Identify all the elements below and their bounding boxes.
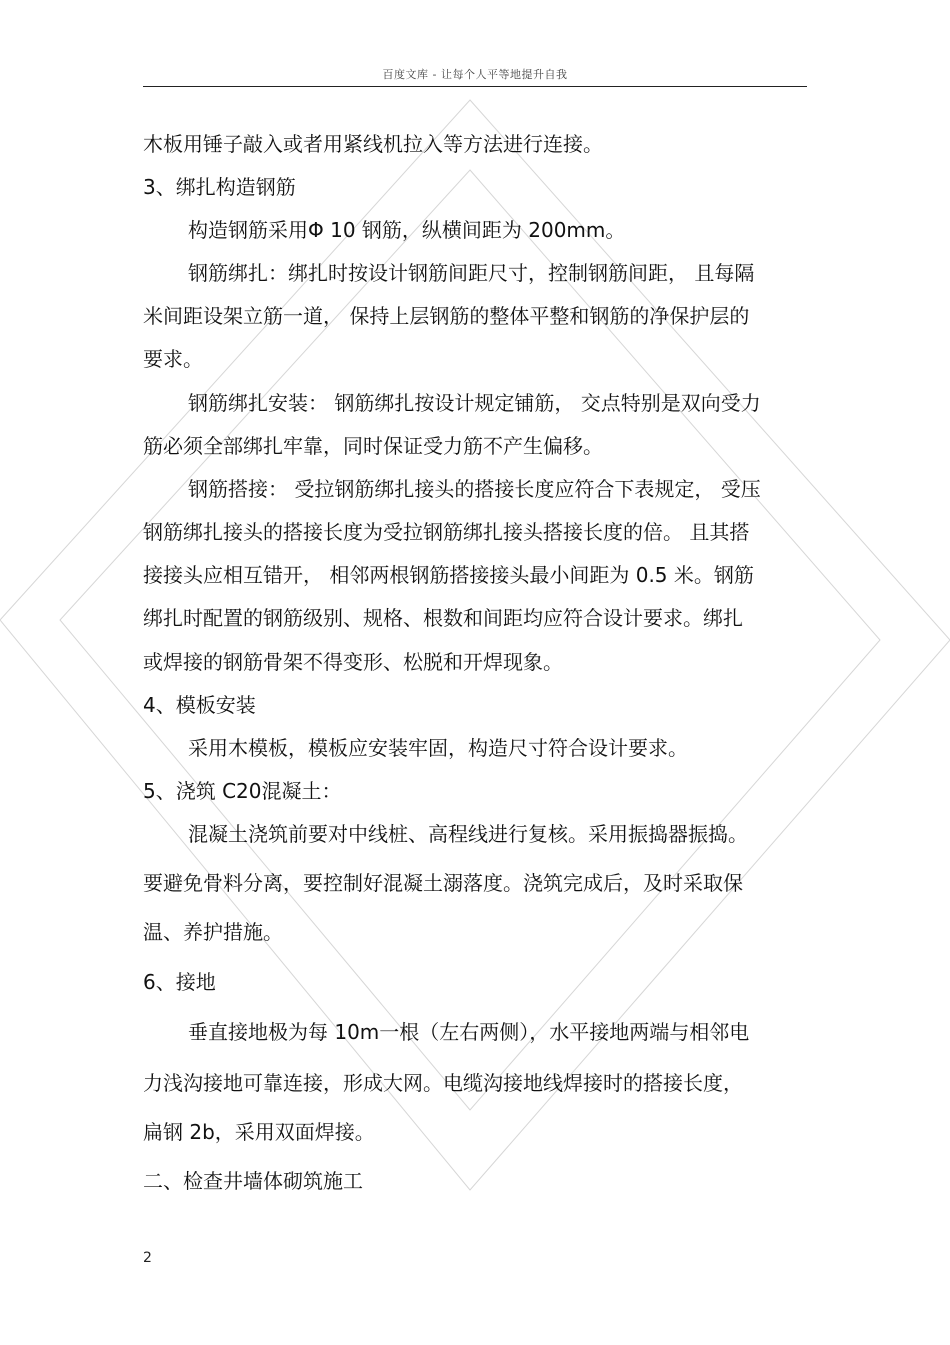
body-line: 钢筋搭接： 受拉钢筋绑扎接头的搭接长度应符合下表规定， 受压	[188, 477, 761, 501]
body-line: 构造钢筋采用Φ 10 钢筋，纵横间距为 200mm。	[188, 218, 626, 242]
body-line: 要求。	[143, 347, 203, 371]
body-line: 温、养护措施。	[143, 920, 283, 944]
header-divider	[143, 86, 807, 87]
section-heading: 6、接地	[143, 970, 216, 994]
body-line: 钢筋绑扎：绑扎时按设计钢筋间距尺寸，控制钢筋间距， 且每隔	[188, 261, 755, 285]
body-line: 混凝土浇筑前要对中线桩、高程线进行复核。采用振捣器振捣。	[188, 822, 748, 846]
body-line: 要避免骨料分离，要控制好混凝土溺落度。浇筑完成后，及时采取保	[143, 871, 743, 895]
body-line: 接接头应相互错开， 相邻两根钢筋搭接接头最小间距为 0.5 米。钢筋	[143, 563, 754, 587]
page-number: 2	[143, 1250, 152, 1266]
body-line: 钢筋绑扎接头的搭接长度为受拉钢筋绑扎接头搭接长度的倍。 且其搭	[143, 520, 750, 544]
body-line: 钢筋绑扎安装： 钢筋绑扎按设计规定铺筋， 交点特别是双向受力	[188, 391, 761, 415]
section-heading: 3、绑扎构造钢筋	[143, 175, 296, 199]
body-line: 扁钢 2b，采用双面焊接。	[143, 1120, 375, 1144]
body-line: 采用木模板，模板应安装牢固，构造尺寸符合设计要求。	[188, 736, 688, 760]
body-line: 垂直接地极为每 10m一根（左右两侧），水平接地两端与相邻电	[188, 1020, 750, 1044]
section-heading: 5、浇筑 C20混凝土：	[143, 779, 342, 803]
body-line: 筋必须全部绑扎牢靠，同时保证受力筋不产生偏移。	[143, 434, 603, 458]
section-heading: 4、模板安装	[143, 693, 256, 717]
body-line: 绑扎时配置的钢筋级别、规格、根数和间距均应符合设计要求。绑扎	[143, 606, 743, 630]
body-line: 或焊接的钢筋骨架不得变形、松脱和开焊现象。	[143, 650, 563, 674]
body-line: 米间距设架立筋一道， 保持上层钢筋的整体平整和钢筋的净保护层的	[143, 304, 750, 328]
section-heading: 二、检查井墙体砌筑施工	[143, 1169, 363, 1193]
page-header: 百度文库 - 让每个人平等地提升自我	[382, 68, 568, 81]
body-line: 力浅沟接地可靠连接，形成大网。电缆沟接地线焊接时的搭接长度，	[143, 1071, 743, 1095]
body-line: 木板用锤子敲入或者用紧线机拉入等方法进行连接。	[143, 132, 603, 156]
